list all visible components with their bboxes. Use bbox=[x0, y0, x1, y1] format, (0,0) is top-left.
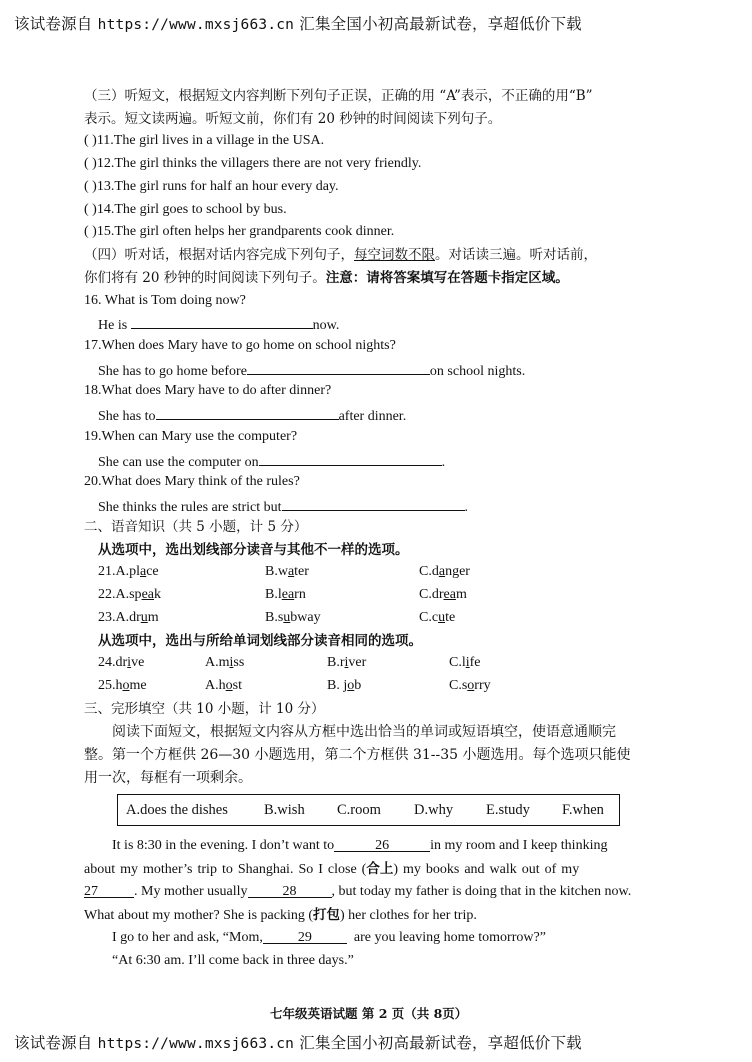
phonetic-option bbox=[205, 655, 244, 671]
banner-bottom bbox=[14, 1031, 582, 1053]
answer-line-16 bbox=[98, 314, 339, 335]
question-20: 20.What does Mary think of the rules? bbox=[84, 474, 300, 489]
underlined-letters: u bbox=[438, 610, 446, 625]
banner-prefix: 该试卷源自 bbox=[14, 15, 93, 33]
underlined-letters: a bbox=[287, 564, 295, 579]
text-fragment: in my room and I keep thinking bbox=[430, 838, 608, 853]
cloze-blank-26[interactable]: 26 bbox=[334, 837, 430, 852]
phonetic-option bbox=[265, 564, 309, 580]
answer-paren[interactable]: ( ) bbox=[84, 202, 97, 217]
cloze-blank-27[interactable]: 27 bbox=[84, 883, 134, 898]
banner-top bbox=[14, 12, 582, 34]
text-fragment: 23.A.dr bbox=[98, 610, 141, 625]
text-fragment: B. j bbox=[327, 678, 348, 693]
text-fragment: 25.h bbox=[98, 678, 123, 693]
phonetic-option bbox=[98, 610, 159, 626]
text-fragment: k bbox=[154, 587, 161, 602]
phonetic-option bbox=[419, 564, 470, 580]
text-fragment: A.h bbox=[205, 678, 226, 693]
part2-instruction-1: 从选项中，选出划线部分读音与其他不一样的选项。 bbox=[98, 542, 409, 558]
answer-suffix: now. bbox=[312, 318, 340, 333]
cloze-blank-29[interactable]: 29 bbox=[263, 929, 347, 944]
banner-url[interactable]: https://www.mxsj663.cn bbox=[97, 17, 295, 33]
answer-suffix: after dinner. bbox=[338, 409, 407, 424]
text-fragment: b bbox=[354, 678, 362, 693]
text-fragment: B.s bbox=[265, 610, 284, 625]
text-fragment: m bbox=[455, 587, 467, 602]
question-19: 19.When can Mary use the computer? bbox=[84, 429, 298, 444]
judge-item bbox=[84, 178, 339, 196]
underlined-letters: i bbox=[127, 655, 132, 670]
answer-blank[interactable] bbox=[259, 451, 442, 466]
text-fragment: nger bbox=[445, 564, 470, 579]
phonetic-option bbox=[98, 564, 159, 580]
answer-prefix: She has to go home before bbox=[98, 364, 247, 379]
judge-item-text: 13.The girl runs for half an hour every day. bbox=[96, 179, 339, 194]
answer-prefix: She has to bbox=[98, 409, 156, 424]
text-fragment: ss bbox=[233, 655, 245, 670]
underlined-letters: u bbox=[140, 610, 148, 625]
word-option: B.wish bbox=[264, 802, 305, 818]
text-fragment: te bbox=[445, 610, 456, 625]
answer-blank[interactable] bbox=[247, 360, 430, 375]
text-fragment: rry bbox=[474, 678, 491, 693]
text-fragment: C.s bbox=[449, 678, 468, 693]
underlined-letters: o bbox=[122, 678, 130, 693]
text-fragment: A.m bbox=[205, 655, 230, 670]
underlined-letters: o bbox=[225, 678, 233, 693]
word-option: E.study bbox=[486, 802, 530, 818]
answer-line-20 bbox=[98, 496, 468, 517]
part3-instruction-line1: 阅读下面短文，根据短文内容从方框中选出恰当的单词或短语填空，使语意通顺完 bbox=[112, 724, 616, 740]
question-16: 16. What is Tom doing now? bbox=[84, 293, 246, 308]
text-fragment: . My mother usually bbox=[134, 884, 248, 899]
sec4-title-b: 。对话读三遍。听对话前， bbox=[435, 247, 597, 263]
answer-prefix: He is bbox=[98, 318, 131, 333]
answer-paren[interactable]: ( ) bbox=[84, 224, 97, 239]
answer-line-18 bbox=[98, 405, 406, 426]
underlined-letters: ea bbox=[281, 587, 295, 602]
part3-instruction-line2: 整。第一个方框供 26—30 小题选用，第二个方框供 31--35 小题选用。每个选项只能使 bbox=[84, 747, 631, 763]
text-fragment: are you leaving home tomorrow?” bbox=[353, 930, 546, 945]
underlined-letters: i bbox=[344, 655, 349, 670]
text-fragment: B.r bbox=[327, 655, 345, 670]
phonetic-option bbox=[327, 678, 361, 694]
passage-line-5 bbox=[112, 929, 546, 947]
phonetic-option bbox=[449, 678, 491, 694]
answer-suffix: on school nights. bbox=[429, 364, 526, 379]
underlined-letters: o bbox=[467, 678, 475, 693]
judge-item bbox=[84, 223, 394, 241]
text-fragment: m bbox=[147, 610, 159, 625]
underlined-letters: ea bbox=[443, 587, 456, 602]
sec3-title-line2: 表示。短文读两遍。听短文前，你们有 20 秒钟的时间阅读下列句子。 bbox=[84, 111, 502, 127]
text-fragment: ) her clothes for her trip. bbox=[340, 908, 477, 923]
text-fragment: ce bbox=[146, 564, 159, 579]
answer-blank[interactable] bbox=[156, 405, 339, 420]
judge-item-text: 11.The girl lives in a village in the USA. bbox=[96, 133, 325, 148]
cloze-blank-28[interactable]: 28 bbox=[248, 883, 332, 898]
phonetic-option bbox=[98, 587, 161, 603]
sec4-title-line2 bbox=[84, 269, 569, 287]
banner-suffix: 汇集全国小初高最新试卷，享超低价下载 bbox=[299, 1034, 582, 1052]
word-option: D.why bbox=[414, 802, 454, 818]
judge-item bbox=[84, 201, 287, 219]
word-option: C.room bbox=[337, 802, 381, 818]
text-fragment: 21.A.pl bbox=[98, 564, 140, 579]
gloss-pack: 打包 bbox=[313, 907, 340, 923]
underlined-letters: a bbox=[438, 564, 446, 579]
phonetic-option bbox=[449, 655, 481, 671]
sec4-title-line1 bbox=[84, 246, 597, 264]
passage-line-3 bbox=[84, 883, 631, 901]
underlined-letters: ea bbox=[141, 587, 154, 602]
text-fragment: C.l bbox=[449, 655, 466, 670]
phonetic-option bbox=[327, 655, 366, 671]
judge-item-text: 14.The girl goes to school by bus. bbox=[96, 202, 287, 217]
banner-prefix: 该试卷源自 bbox=[14, 1034, 93, 1052]
underlined-letters: i bbox=[465, 655, 470, 670]
underlined-letters: o bbox=[347, 678, 355, 693]
passage-line-1 bbox=[112, 837, 607, 855]
text-fragment: 24.dr bbox=[98, 655, 128, 670]
sec4-title-line2a: 你们将有 20 秒钟的时间阅读下列句子。 bbox=[84, 270, 326, 286]
page-footer: 七年级英语试题 第 2 页（共 8页） bbox=[270, 1006, 468, 1021]
text-fragment: ve bbox=[131, 655, 145, 670]
underlined-letters: u bbox=[283, 610, 291, 625]
text-fragment: bway bbox=[290, 610, 321, 625]
answer-line-19 bbox=[98, 451, 445, 472]
text-fragment: What about my mother? She is packing ( bbox=[84, 908, 313, 923]
phonetic-option bbox=[265, 587, 306, 603]
judge-item bbox=[84, 155, 421, 173]
phonetic-option bbox=[419, 587, 467, 603]
banner-suffix: 汇集全国小初高最新试卷，享超低价下载 bbox=[299, 15, 582, 33]
text-fragment: ) my books and walk out of my bbox=[393, 862, 580, 877]
word-option: F.when bbox=[562, 802, 604, 818]
text-fragment: rn bbox=[294, 587, 306, 602]
banner-url[interactable]: https://www.mxsj663.cn bbox=[97, 1036, 295, 1052]
phonetic-option bbox=[98, 678, 147, 694]
text-fragment: B.l bbox=[265, 587, 282, 602]
text-fragment: C.d bbox=[419, 564, 439, 579]
sec4-title-a: （四）听对话，根据对话内容完成下列句子， bbox=[84, 247, 354, 263]
text-fragment: ver bbox=[348, 655, 367, 670]
text-fragment: C.dr bbox=[419, 587, 444, 602]
judge-item-text: 12.The girl thinks the villagers there are not very friendly. bbox=[96, 156, 422, 171]
underlined-letters: a bbox=[140, 564, 147, 579]
part2-title: 二、语音知识（共 5 小题，计 5 分） bbox=[84, 519, 308, 535]
answer-paren[interactable]: ( ) bbox=[84, 156, 97, 171]
text-fragment: about my mother’s trip to Shanghai. So I close ( bbox=[84, 862, 367, 877]
text-fragment: 22.A.sp bbox=[98, 587, 142, 602]
passage-line-6: “At 6:30 am. I’ll come back in three days.” bbox=[112, 953, 354, 968]
sec3-title-line1: （三）听短文，根据短文内容判断下列句子正误，正确的用 “A”表示，不正确的用“B” bbox=[84, 88, 593, 104]
passage-line-2 bbox=[84, 860, 579, 879]
sec4-note: 注意：请将答案填写在答题卡指定区域。 bbox=[325, 270, 569, 286]
part2-instruction-2: 从选项中，选出与所给单词划线部分读音相同的选项。 bbox=[98, 633, 422, 649]
phonetic-option bbox=[205, 678, 242, 694]
part3-instruction-line3: 用一次，每框有一项剩余。 bbox=[84, 770, 252, 786]
answer-line-17 bbox=[98, 360, 525, 381]
judge-item bbox=[84, 132, 324, 150]
text-fragment bbox=[347, 930, 354, 945]
text-fragment: st bbox=[232, 678, 242, 693]
answer-prefix: She can use the computer on bbox=[98, 455, 259, 470]
answer-suffix: . bbox=[464, 500, 469, 515]
question-18: 18.What does Mary have to do after dinner? bbox=[84, 383, 332, 398]
judge-item-text: 15.The girl often helps her grandparents cook dinner. bbox=[96, 224, 395, 239]
part3-title: 三、完形填空（共 10 小题，计 10 分） bbox=[84, 701, 325, 717]
sec4-title-underlined: 每空词数不限 bbox=[354, 247, 435, 263]
answer-blank[interactable] bbox=[282, 496, 465, 511]
text-fragment: , but today my father is doing that in the kitchen now. bbox=[331, 884, 632, 899]
gloss-close: 合上 bbox=[366, 861, 394, 877]
underlined-letters: i bbox=[229, 655, 234, 670]
answer-paren[interactable]: ( ) bbox=[84, 179, 97, 194]
text-fragment: It is 8:30 in the evening. I don’t want to bbox=[112, 838, 335, 853]
word-option-box bbox=[117, 794, 620, 826]
answer-prefix: She thinks the rules are strict but bbox=[98, 500, 282, 515]
text-fragment: me bbox=[129, 678, 147, 693]
phonetic-option bbox=[419, 610, 455, 626]
answer-blank[interactable] bbox=[131, 314, 313, 329]
text-fragment: C.c bbox=[419, 610, 439, 625]
text-fragment: ter bbox=[294, 564, 309, 579]
phonetic-option bbox=[265, 610, 321, 626]
phonetic-option bbox=[98, 655, 144, 671]
passage-line-4 bbox=[84, 906, 477, 925]
text-fragment: fe bbox=[469, 655, 481, 670]
answer-paren[interactable]: ( ) bbox=[84, 133, 97, 148]
word-option: A.does the dishes bbox=[126, 802, 228, 818]
text-fragment: I go to her and ask, “Mom, bbox=[112, 930, 263, 945]
question-17: 17.When does Mary have to go home on school nights? bbox=[84, 338, 396, 353]
answer-suffix: . bbox=[441, 455, 446, 470]
text-fragment: B.w bbox=[265, 564, 288, 579]
